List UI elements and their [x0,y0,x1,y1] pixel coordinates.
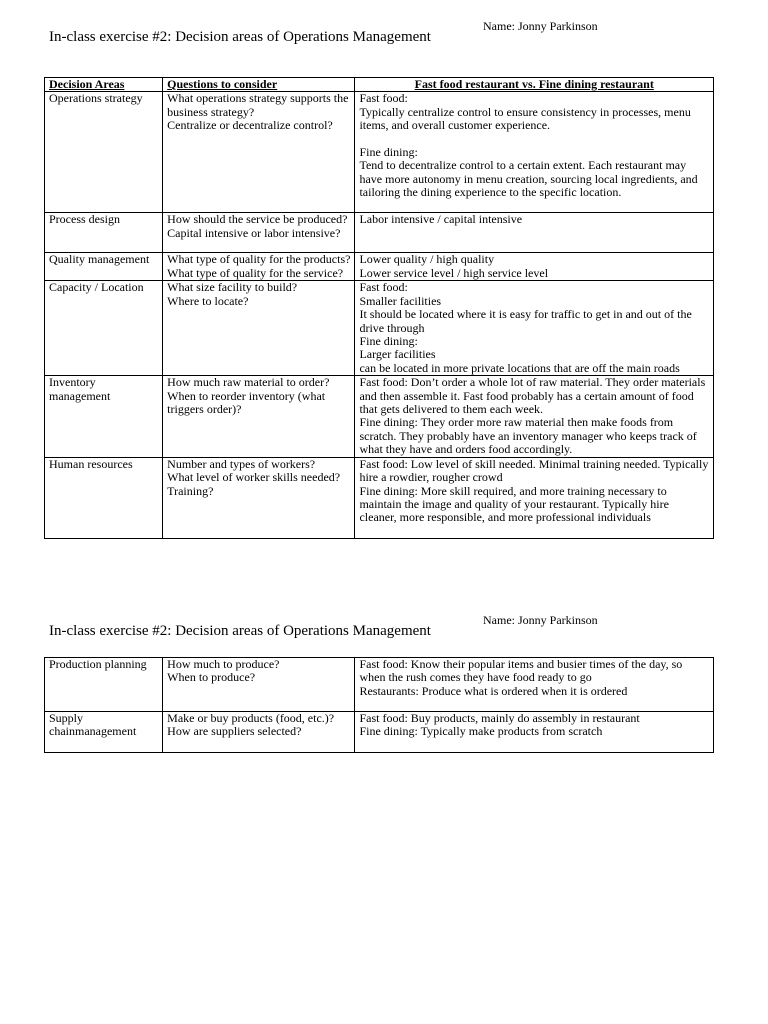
answer-cell: Fast food: Buy products, mainly do assembly in restaurant Fine dining: Typically make products from scratch [355,712,714,753]
decision-area: Inventory management [45,376,163,457]
decision-areas-table-continued [44,657,714,753]
header-questions: Questions to consider [163,78,355,92]
questions-cell: What size facility to build? Where to locate? [163,281,355,376]
header-comparison: Fast food restaurant vs. Fine dining restaurant [355,78,714,92]
questions-cell: Make or buy products (food, etc.)? How are suppliers selected? [163,712,355,753]
questions-cell: What operations strategy supports the business strategy? Centralize or decentralize control? [163,92,355,213]
table-header-row [45,78,714,92]
decision-area: Operations strategy [45,92,163,213]
table-row [45,213,714,253]
table-row [45,281,714,376]
table-row [45,253,714,281]
decision-areas-table [44,77,714,539]
answer-cell: Fast food: Low level of skill needed. Minimal training needed. Typically hire a rowdier, rougher crowd Fine dining: More skill required, and more training necessary to maintain the image and quality of your restaurant. Typically hire cleaner, more responsible, and more professional individuals [355,457,714,538]
student-name: Name: Jonny Parkinson [483,19,598,33]
answer-cell: Fast food: Don’t order a whole lot of raw material. They order materials and then assemble it. Fast food probably has a certain amount of food that gets delivered to them each week. Fine dining: They order more raw material then make foods from scratch. They probably have an inventory manager who keeps track of what they have and orders food accordingly. [355,376,714,457]
decision-area: Production planning [45,658,163,712]
questions-cell: How much to produce? When to produce? [163,658,355,712]
questions-cell: How should the service be produced? Capital intensive or labor intensive? [163,213,355,253]
header-decision-areas: Decision Areas [45,78,163,92]
questions-cell: How much raw material to order? When to reorder inventory (what triggers order)? [163,376,355,457]
student-name: Name: Jonny Parkinson [483,613,598,627]
decision-area: Supply chainmanagement [45,712,163,753]
questions-cell: Number and types of workers? What level of worker skills needed? Training? [163,457,355,538]
table-row [45,376,714,457]
answer-cell: Fast food: Smaller facilities It should be located where it is easy for traffic to get in and out of the drive through Fine dining: Larger facilities can be located in more private locations that are off the main roads [355,281,714,376]
answer-cell: Fast food: Typically centralize control to ensure consistency in processes, menu items, and overall customer experience. Fine dining: Tend to decentralize control to a certain extent. Each restaurant may have more autonomy in menu creation, sourcing local ingredients, and tailoring the dining experience to the specific location. [355,92,714,213]
table-row [45,457,714,538]
table-row [45,658,714,712]
table-row [45,712,714,753]
answer-cell: Labor intensive / capital intensive [355,213,714,253]
page-title: In-class exercise #2: Decision areas of Operations Management [49,29,431,45]
page-title: In-class exercise #2: Decision areas of Operations Management [49,623,431,639]
answer-cell: Lower quality / high quality Lower service level / high service level [355,253,714,281]
decision-area: Quality management [45,253,163,281]
decision-area: Process design [45,213,163,253]
table-row [45,92,714,213]
questions-cell: What type of quality for the products? What type of quality for the service? [163,253,355,281]
decision-area: Capacity / Location [45,281,163,376]
decision-area: Human resources [45,457,163,538]
answer-cell: Fast food: Know their popular items and busier times of the day, so when the rush comes they have food ready to go Restaurants: Produce what is ordered when it is ordered [355,658,714,712]
